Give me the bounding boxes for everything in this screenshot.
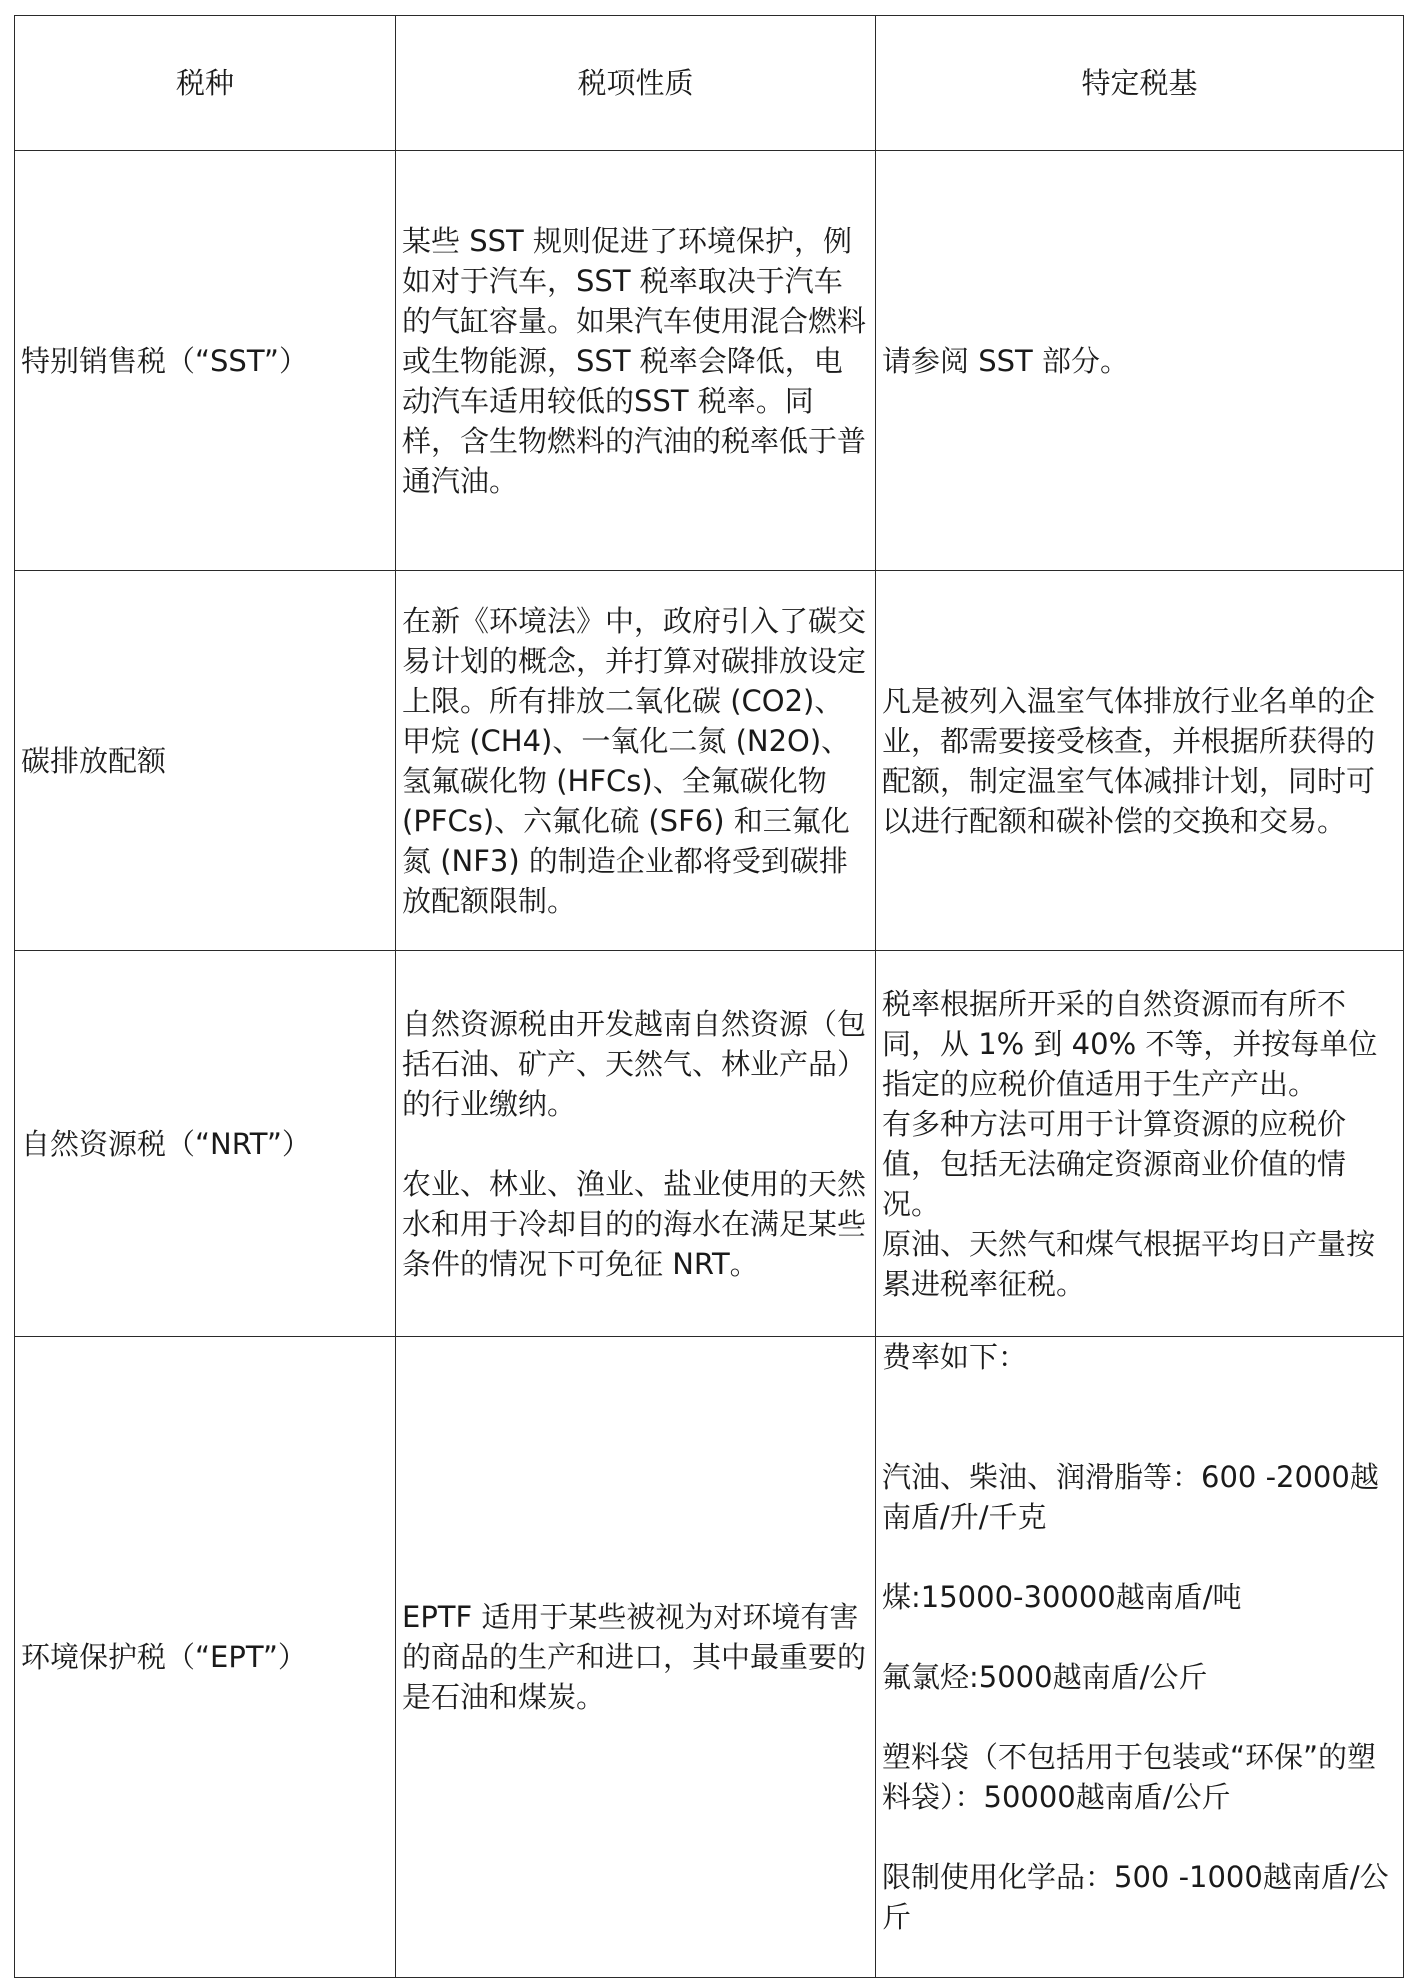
header-nature: 税项性质 (396, 16, 876, 151)
table-row-sst (15, 151, 1404, 571)
nature-paragraph: 自然资源税由开发越南自然资源（包括石油、矿产、天然气、林业产品）的行业缴纳。 (402, 1006, 867, 1121)
header-row (15, 16, 1404, 151)
table-row-carbon-quota (15, 571, 1404, 951)
rate-item: 限制使用化学品：500 -1000越南盾/公斤 (882, 1860, 1389, 1934)
base-intro: 费率如下： (882, 1340, 1028, 1374)
cell-tax-type: 自然资源税（“NRT”） (15, 951, 396, 1337)
cell-nature: 在新《环境法》中，政府引入了碳交易计划的概念，并打算对碳排放设定上限。所有排放二氧化碳 (CO2)、甲烷 (CH4)、一氧化二氮 (N2O)、氢氟碳化物 (HFCs)、全氟碳化物 (PFCs)、六氟化硫 (SF6) 和三氟化氮 (NF3) 的制造企业都将受到碳排放配额限制。 (396, 571, 876, 951)
cell-tax-type: 碳排放配额 (15, 571, 396, 951)
rate-item: 塑料袋（不包括用于包装或“环保”的塑料袋）：50000越南盾/公斤 (882, 1740, 1377, 1814)
cell-tax-type: 环境保护税（“EPT”） (15, 1337, 396, 1978)
rate-item: 氟氯烃:5000越南盾/公斤 (882, 1660, 1208, 1694)
nature-paragraph: 农业、林业、渔业、盐业使用的天然水和用于冷却目的的海水在满足某些条件的情况下可免征 NRT。 (402, 1166, 867, 1281)
cell-nature: EPTF 适用于某些被视为对环境有害的商品的生产和进口，其中最重要的是石油和煤炭。 (396, 1337, 876, 1978)
rate-list (882, 1417, 1397, 1977)
cell-specific-base (876, 951, 1404, 1337)
base-line: 有多种方法可用于计算资源的应税价值，包括无法确定资源商业价值的情况。 (882, 1106, 1347, 1221)
table-row-ept (15, 1337, 1404, 1978)
cell-specific-base: 请参阅 SST 部分。 (876, 151, 1404, 571)
cell-nature: 某些 SST 规则促进了环境保护，例如对于汽车，SST 税率取决于汽车的气缸容量。如果汽车使用混合燃料或生物能源，SST 税率会降低，电动汽车适用较低的SST 税率。同样，含生物燃料的汽油的税率低于普通汽油。 (396, 151, 876, 571)
header-specific-base: 特定税基 (876, 16, 1404, 151)
rate-item: 煤:15000-30000越南盾/吨 (882, 1580, 1242, 1614)
cell-nature (396, 951, 876, 1337)
cell-specific-base: 凡是被列入温室气体排放行业名单的企业，都需要接受核查，并根据所获得的配额，制定温室气体减排计划，同时可以进行配额和碳补偿的交换和交易。 (876, 571, 1404, 951)
cell-specific-base (876, 1337, 1404, 1978)
table-row-nrt (15, 951, 1404, 1337)
base-line: 原油、天然气和煤气根据平均日产量按累进税率征税。 (882, 1226, 1376, 1301)
cell-tax-type: 特别销售税（“SST”） (15, 151, 396, 571)
tax-table (14, 15, 1404, 1978)
header-tax-type: 税种 (15, 16, 396, 151)
rate-item: 汽油、柴油、润滑脂等：600 -2000越南盾/升/千克 (882, 1460, 1379, 1534)
base-line: 税率根据所开采的自然资源而有所不同，从 1% 到 40% 不等，并按每单位指定的应税价值适用于生产产出。 (882, 986, 1378, 1101)
